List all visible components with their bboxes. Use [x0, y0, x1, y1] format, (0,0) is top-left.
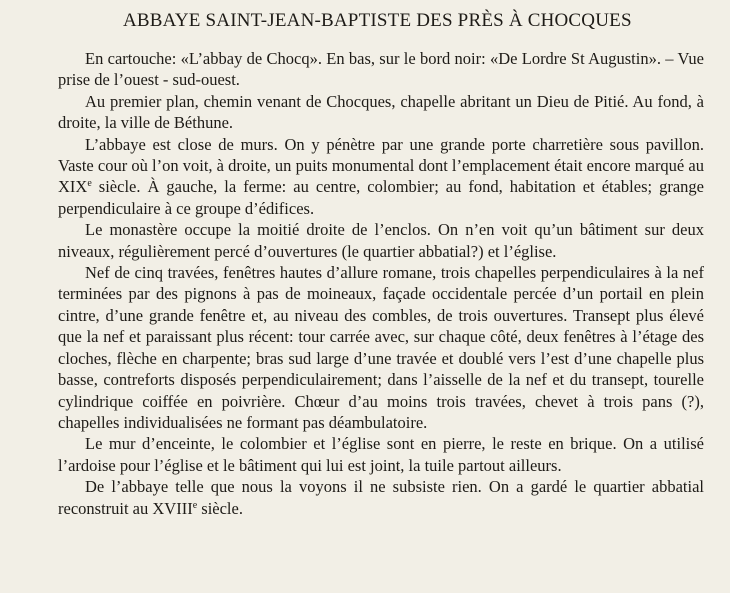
paragraph — [58, 219, 704, 262]
paragraph-text: Le monastère occupe la moitié droite de l’enclos. On n’en voit qu’un bâtiment sur deux niveaux, régulièrement percé d’ouvertures (le quartier abbatial?) et l’église. — [58, 220, 704, 261]
page-title: ABBAYE SAINT-JEAN-BAPTISTE DES PRÈS À CHOCQUES — [123, 10, 632, 31]
paragraph — [58, 134, 704, 220]
paragraph — [58, 262, 704, 433]
paragraph-text: siècle. À gauche, la ferme: au centre, colombier; au fond, habitation et étables; grange perpendiculaire à ce groupe d’édifices. — [58, 177, 704, 218]
document-body — [58, 48, 704, 519]
paragraph — [58, 433, 704, 476]
paragraph-text: En cartouche: «L’abbay de Chocq». En bas, sur le bord noir: «De Lordre St Augustin». – Vue prise de l’ouest - sud-ouest. — [58, 49, 704, 90]
paragraph — [58, 48, 704, 91]
paragraph-text: Nef de cinq travées, fenêtres hautes d’allure romane, trois chapelles perpendiculaires à la nef terminées par des pignons à pas de moineaux, façade occidentale percée d’un portail en plein cintre, d’une grande fenêtre et, au niveau des combles, de trois ouvertures. Transept plus élevé que la nef et paraissant plus récent: tour carrée avec, sur chaque côté, deux fenêtres à l’étage des cloches, flèche en charpente; bras sud large d’une travée et doublé vers l’est d’une chapelle plus basse, contreforts disposés perpendiculairement; dans l’aisselle de la nef et du transept, tourelle cylindrique coiffée en poivrière. Chœur d’au moins trois travées, chevet à trois pans (?), chapelles individualisées ne formant pas déambulatoire. — [58, 263, 704, 432]
paragraph-text: De l’abbaye telle que nous la voyons il ne subsiste rien. On a gardé le quartier abbatial reconstruit au XVIII — [58, 477, 704, 518]
superscript-text: e — [192, 499, 198, 511]
paragraph — [58, 476, 704, 519]
paragraph-text: siècle. — [197, 498, 243, 518]
superscript-text: e — [87, 178, 92, 190]
paragraph-text: Le mur d’enceinte, le colombier et l’église sont en pierre, le reste en brique. On a utilisé l’ardoise pour l’église et le bâtiment qui lui est joint, la tuile partout ailleurs. — [58, 434, 704, 475]
paragraph-text: L’abbaye est close de murs. On y pénètre par une grande porte charretière sous pavillon. Vaste cour où l’on voit, à droite, un puits monumental dont l’emplacement était encore marqué au XIX — [58, 134, 704, 197]
paragraph — [58, 91, 704, 134]
paragraph-text: Au premier plan, chemin venant de Chocques, chapelle abritant un Dieu de Pitié. Au fond, à droite, la ville de Béthune. — [58, 91, 704, 133]
